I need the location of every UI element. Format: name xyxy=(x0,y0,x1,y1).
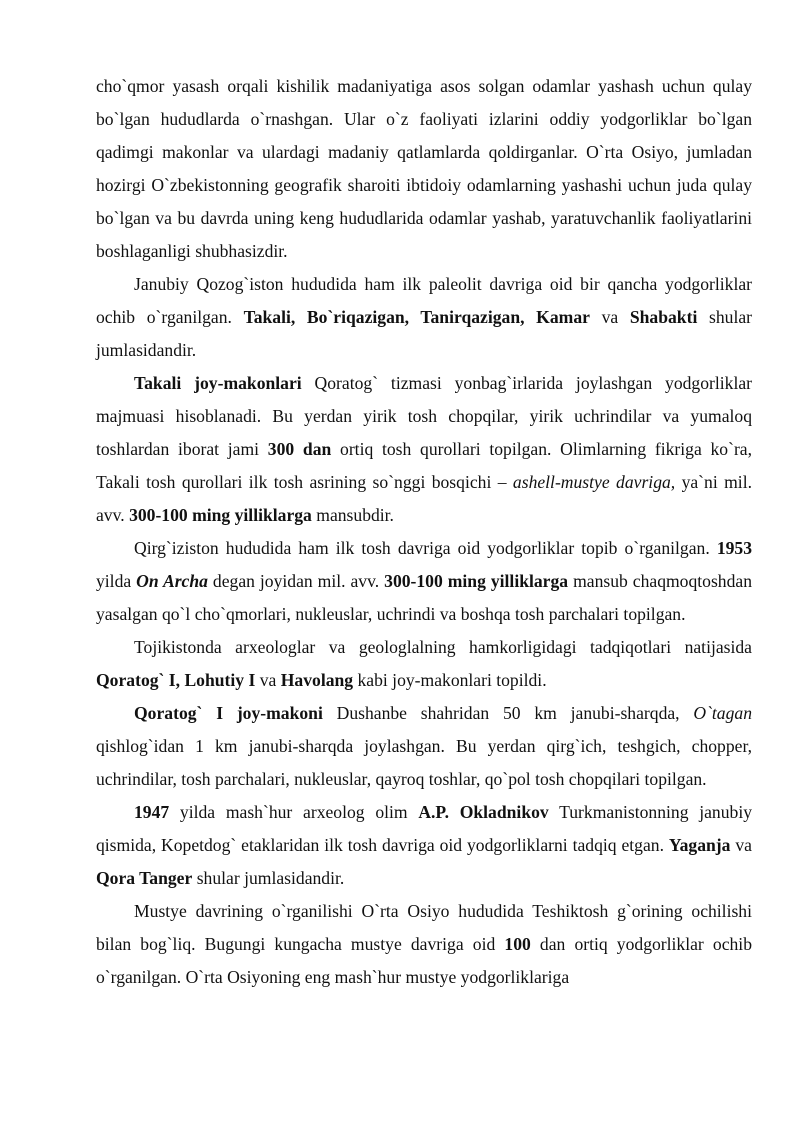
text-run: ortiq tosh qurollari topilgan. Olimlarning fikriga ko`ra, Takali tosh qurollari ilk tosh asrining so`nggi bosqichi – xyxy=(96,439,753,492)
bold-text: A.P. Okladnikov xyxy=(418,802,549,822)
text-run: kabi joy-makonlari topildi. xyxy=(353,670,547,690)
text-run: va xyxy=(255,670,281,690)
bold-text: Takali joy-makonlari xyxy=(134,373,302,393)
bold-text: Qoratog` I joy-makoni xyxy=(134,703,323,723)
text-run: yilda xyxy=(96,571,137,591)
text-run: cho`qmor yasash orqali kishilik madaniyatiga asos solgan odamlar yashash uchun qulay bo`lgan hududlarda o`rnashgan. Ular o`z faoliyati izlarini oddiy yodgorliklar bo`lgan qadimgi makonlar va ulardagi madaniy qatlamlarda qoldirganlar. O`rta Osiyo, jumladan hozirgi O`zbekistonning geografik sharoiti ibtidoiy odamlarning yashashi uchun juda qulay bo`lgan va bu davrda uning keng hududlarida odamlar yashab, yaratuvchanlik faoliyatlarini boshlaganligi shubhasizdir. xyxy=(96,76,752,261)
text-run: Qirg`iziston hududida ham ilk tosh davriga oid yodgorliklar topib o`rganilgan. xyxy=(134,538,717,558)
bold-text: 300 dan xyxy=(267,439,332,459)
bold-text: Shabakti xyxy=(629,307,698,327)
bold-text: Qora Tanger xyxy=(96,868,193,888)
text-run: yilda mash`hur arxeolog olim xyxy=(169,802,419,822)
text-run: va xyxy=(730,835,752,855)
paragraph xyxy=(96,268,752,367)
paragraph xyxy=(96,532,752,631)
bold-text: Takali, Bo`riqazigan, Tanirqazigan, Kamar xyxy=(243,307,590,327)
text-run: mansubdir. xyxy=(311,505,394,525)
paragraph xyxy=(96,70,752,268)
italic-text: ashell-mustye davriga, xyxy=(512,472,676,492)
text-run: Tojikistonda arxeologlar va geologlalning hamkorligidagi tadqiqotlari natijasida xyxy=(134,637,752,657)
text-run: Turkmanistonning janubiy qismida, Kopetdog` etaklaridan ilk tosh davriga oid yodgorliklarni tadqiq etgan. xyxy=(96,802,753,855)
paragraph xyxy=(96,697,752,796)
italic-text: O`tagan xyxy=(693,703,752,723)
text-run: Janubiy Qozog`iston hududida ham ilk paleolit davriga oid bir qancha yodgorliklar ochib o`rganilgan. xyxy=(96,274,752,327)
bold-italic-text: On Archa xyxy=(136,571,208,591)
paragraph xyxy=(96,895,752,994)
text-run: qishlog`idan 1 km janubi-sharqda joylashgan. Bu yerdan qirg`ich, teshgich, chopper, uchrindilar, tosh parchalari, nukleuslar, qayroq toshlar, qo`pol tosh chopqilari topilgan. xyxy=(96,736,752,789)
emphasis xyxy=(136,571,208,591)
text-run: dan ortiq yodgorliklar ochib o`rganilgan. O`rta Osiyoning eng mash`hur mustye yodgorliklariga xyxy=(96,934,752,987)
bold-text: 300-100 ming yilliklarga xyxy=(129,505,312,525)
text-run: va xyxy=(589,307,630,327)
paragraph xyxy=(96,367,752,532)
text-run: Mustye davrining o`rganilishi O`rta Osiyo hududida Teshiktosh g`orining ochilishi bilan bog`liq. Bugungi kungacha mustye davriga oid xyxy=(96,901,752,954)
text-run: Dushanbe shahridan 50 km janubi-sharqda, xyxy=(322,703,694,723)
paragraph xyxy=(96,796,752,895)
paragraph xyxy=(96,631,752,697)
bold-text: Qoratog` I, Lohutiy I xyxy=(96,670,256,690)
bold-text: 1947 xyxy=(134,802,170,822)
bold-text: Havolang xyxy=(280,670,354,690)
bold-text: Yaganja xyxy=(668,835,731,855)
text-run: ya`ni mil. avv. xyxy=(96,472,752,525)
bold-text: 100 xyxy=(504,934,531,954)
text-run: shular jumlasidandir. xyxy=(96,307,752,360)
text-run: Qoratog` tizmasi yonbag`irlarida joylashgan yodgorliklar majmuasi hisoblanadi. Bu yerdan yirik tosh chopqilar, yirik uchrindilar va yumaloq toshlardan iborat jami xyxy=(96,373,753,459)
text-run: shular jumlasidandir. xyxy=(192,868,345,888)
document-page xyxy=(96,70,752,994)
bold-text: 1953 xyxy=(716,538,752,558)
text-run: degan joyidan mil. avv. xyxy=(207,571,385,591)
bold-text: 300-100 ming yilliklarga xyxy=(384,571,569,591)
text-run: mansub chaqmoqtoshdan yasalgan qo`l cho`qmorlari, nukleuslar, uchrindi va boshqa tosh parchalari topilgan. xyxy=(96,571,752,624)
